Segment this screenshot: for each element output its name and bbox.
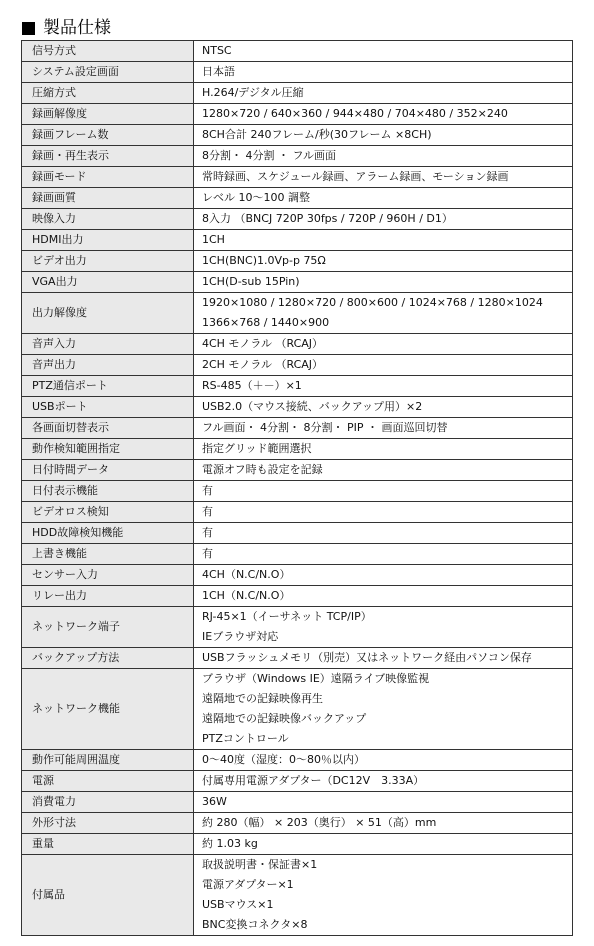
spec-value [194, 188, 573, 209]
spec-row [22, 669, 573, 750]
spec-value [194, 146, 573, 167]
spec-label: 電源 [22, 771, 194, 792]
spec-value [194, 272, 573, 293]
spec-value [194, 669, 573, 750]
spec-value [194, 460, 573, 481]
spec-row [22, 855, 573, 936]
spec-value [194, 125, 573, 146]
spec-value-line: 有 [202, 484, 213, 497]
spec-label: 日付表示機能 [22, 481, 194, 502]
spec-value-line: 1CH(D-sub 15Pin) [202, 275, 300, 288]
spec-value-line: RJ-45×1（イーサネット TCP/IP） [202, 610, 372, 623]
spec-value-line: 約 280（幅） × 203（奥行） × 51（高）mm [202, 816, 437, 829]
spec-label: 音声入力 [22, 334, 194, 355]
spec-value-line: 4CH（N.C/N.O） [202, 568, 291, 581]
spec-label: 消費電力 [22, 792, 194, 813]
spec-value [194, 167, 573, 188]
spec-value-line: 8分割・ 4分割 ・ フル画面 [202, 149, 337, 162]
spec-value [194, 834, 573, 855]
spec-row [22, 355, 573, 376]
spec-value [194, 376, 573, 397]
spec-row [22, 607, 573, 648]
section-heading [22, 18, 111, 38]
spec-row [22, 792, 573, 813]
spec-value-line: PTZコントロール [202, 732, 289, 745]
spec-row [22, 750, 573, 771]
spec-row [22, 104, 573, 125]
spec-table [21, 40, 573, 936]
spec-label: 録画・再生表示 [22, 146, 194, 167]
spec-label: 録画モード [22, 167, 194, 188]
spec-row [22, 83, 573, 104]
spec-row [22, 209, 573, 230]
spec-value [194, 418, 573, 439]
spec-row [22, 251, 573, 272]
spec-label: 録画画質 [22, 188, 194, 209]
spec-value-line: 電源アダプター×1 [202, 878, 294, 891]
spec-row [22, 834, 573, 855]
spec-value [194, 565, 573, 586]
spec-value-line: 1CH(BNC)1.0Vp-p 75Ω [202, 254, 326, 267]
spec-label: センサー入力 [22, 565, 194, 586]
spec-value [194, 293, 573, 334]
spec-value [194, 771, 573, 792]
spec-value-line: 1280×720 / 640×360 / 944×480 / 704×480 / 352×240 [202, 107, 508, 120]
spec-value-line: 有 [202, 505, 213, 518]
spec-table-body [22, 41, 573, 936]
spec-value [194, 62, 573, 83]
spec-value [194, 397, 573, 418]
spec-row [22, 418, 573, 439]
spec-row [22, 230, 573, 251]
spec-value-line: 有 [202, 526, 213, 539]
spec-label: 日付時間データ [22, 460, 194, 481]
spec-label: 録画解像度 [22, 104, 194, 125]
spec-value-line: H.264/デジタル圧縮 [202, 86, 304, 99]
spec-label: 外形寸法 [22, 813, 194, 834]
spec-value-line: USBマウス×1 [202, 898, 274, 911]
spec-value-line: 2CH モノラル （RCAJ） [202, 358, 324, 371]
spec-row [22, 502, 573, 523]
spec-label: ネットワーク機能 [22, 669, 194, 750]
spec-row [22, 648, 573, 669]
spec-value-line: 付属専用電源アダプター（DC12V 3.33A） [202, 774, 425, 787]
spec-label: ビデオロス検知 [22, 502, 194, 523]
spec-row [22, 62, 573, 83]
spec-value-line: フル画面・ 4分割・ 8分割・ PIP ・ 画面巡回切替 [202, 421, 448, 434]
spec-label: 動作検知範囲指定 [22, 439, 194, 460]
spec-row [22, 397, 573, 418]
spec-value [194, 439, 573, 460]
spec-value-line: 1CH [202, 233, 225, 246]
spec-value [194, 481, 573, 502]
spec-value-line: 取扱説明書・保証書×1 [202, 858, 318, 871]
spec-value-line: 有 [202, 547, 213, 560]
spec-value [194, 523, 573, 544]
spec-value [194, 355, 573, 376]
spec-value [194, 502, 573, 523]
spec-label: 音声出力 [22, 355, 194, 376]
spec-value-line: 0～40度（湿度：0～80％以内） [202, 753, 365, 766]
spec-value-line: 常時録画、スケジュール録画、アラーム録画、モーション録画 [202, 170, 509, 183]
spec-label: 付属品 [22, 855, 194, 936]
spec-row [22, 481, 573, 502]
spec-row [22, 460, 573, 481]
spec-value-line: RS-485（＋－）×1 [202, 379, 302, 392]
spec-value-line: 4CH モノラル （RCAJ） [202, 337, 324, 350]
spec-row [22, 188, 573, 209]
spec-label: 信号方式 [22, 41, 194, 62]
section-title: 製品仕様 [43, 18, 111, 38]
spec-row [22, 771, 573, 792]
square-bullet-icon [22, 22, 35, 35]
spec-row [22, 565, 573, 586]
spec-label: システム設定画面 [22, 62, 194, 83]
spec-value-line: 1920×1080 / 1280×720 / 800×600 / 1024×768 / 1280×1024 [202, 296, 543, 309]
spec-value-line: 日本語 [202, 65, 235, 78]
spec-label: PTZ通信ポート [22, 376, 194, 397]
spec-value-line: レベル 10～100 調整 [202, 191, 310, 204]
spec-value [194, 792, 573, 813]
spec-label: 重量 [22, 834, 194, 855]
spec-row [22, 439, 573, 460]
spec-label: リレー出力 [22, 586, 194, 607]
spec-value-line: IEブラウザ対応 [202, 630, 279, 643]
spec-label: ビデオ出力 [22, 251, 194, 272]
spec-label: ネットワーク端子 [22, 607, 194, 648]
spec-row [22, 41, 573, 62]
spec-value-line: NTSC [202, 44, 232, 57]
spec-label: 各画面切替表示 [22, 418, 194, 439]
spec-row [22, 523, 573, 544]
spec-value-line: 約 1.03 kg [202, 837, 258, 850]
spec-label: USBポート [22, 397, 194, 418]
spec-label: 上書き機能 [22, 544, 194, 565]
spec-value-line: 遠隔地での記録映像再生 [202, 692, 323, 705]
spec-value [194, 544, 573, 565]
spec-row [22, 334, 573, 355]
spec-value-line: 電源オフ時も設定を記録 [202, 463, 323, 476]
spec-value-line: 指定グリッド範囲選択 [202, 442, 312, 455]
spec-value [194, 750, 573, 771]
spec-value-line: 8入力 （BNCJ 720P 30fps / 720P / 960H / D1） [202, 212, 453, 225]
spec-value-line: 36W [202, 795, 227, 808]
spec-value-line: 8CH合計 240フレーム/秒(30フレーム ×8CH) [202, 128, 432, 141]
spec-value-line: BNC変換コネクタ×8 [202, 918, 308, 931]
spec-label: 映像入力 [22, 209, 194, 230]
spec-label: バックアップ方法 [22, 648, 194, 669]
spec-row [22, 293, 573, 334]
spec-value [194, 813, 573, 834]
spec-label: 録画フレーム数 [22, 125, 194, 146]
spec-value-line: USBフラッシュメモリ（別売）又はネットワーク経由パソコン保存 [202, 651, 532, 664]
spec-value [194, 855, 573, 936]
spec-row [22, 544, 573, 565]
spec-value-line: USB2.0（マウス接続、バックアップ用）×2 [202, 400, 423, 413]
spec-value [194, 334, 573, 355]
spec-label: 出力解像度 [22, 293, 194, 334]
spec-label: HDMI出力 [22, 230, 194, 251]
spec-value [194, 83, 573, 104]
spec-row [22, 272, 573, 293]
spec-value [194, 251, 573, 272]
spec-row [22, 586, 573, 607]
spec-value [194, 104, 573, 125]
spec-label: 動作可能周囲温度 [22, 750, 194, 771]
spec-value [194, 41, 573, 62]
spec-value [194, 648, 573, 669]
spec-value-line: ブラウザ（Windows IE）遠隔ライブ映像監視 [202, 672, 430, 685]
spec-row [22, 146, 573, 167]
spec-value [194, 586, 573, 607]
spec-row [22, 376, 573, 397]
spec-value [194, 607, 573, 648]
spec-value [194, 230, 573, 251]
spec-label: HDD故障検知機能 [22, 523, 194, 544]
spec-label: 圧縮方式 [22, 83, 194, 104]
spec-row [22, 125, 573, 146]
spec-value [194, 209, 573, 230]
spec-value-line: 1366×768 / 1440×900 [202, 316, 330, 329]
spec-value-line: 1CH（N.C/N.O） [202, 589, 291, 602]
spec-label: VGA出力 [22, 272, 194, 293]
spec-row [22, 167, 573, 188]
spec-value-line: 遠隔地での記録映像バックアップ [202, 712, 367, 725]
spec-row [22, 813, 573, 834]
